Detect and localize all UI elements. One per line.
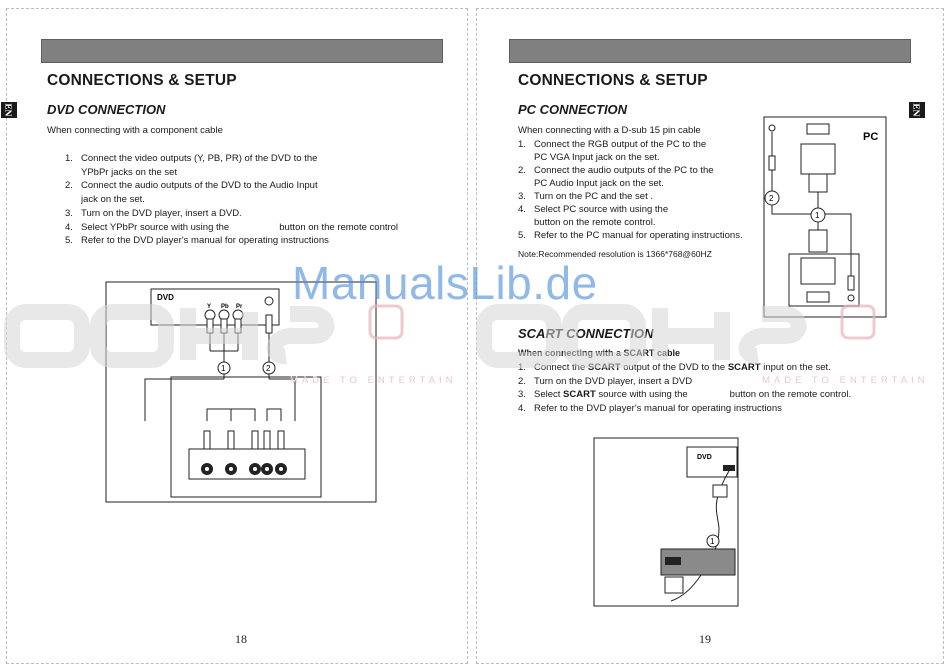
scart-intro-text: When connecting with a SCART cable xyxy=(518,348,681,358)
pc-section-subtitle: PC CONNECTION xyxy=(518,102,628,117)
list-item: 4. Select PC source with using the button on the remote control. xyxy=(518,204,669,228)
tv-scart-port-icon xyxy=(665,557,681,565)
header-bar xyxy=(509,39,911,63)
marker-2-label: 2 xyxy=(266,364,271,373)
manualslib-watermark: ManualsLib.de xyxy=(292,257,598,309)
pc-label: PC xyxy=(863,131,879,143)
vga-plug-neck xyxy=(809,174,827,192)
list-item: 1. Connect the SCART output of the DVD to the SCART input on the set. xyxy=(518,362,831,373)
list-item: 5. Refer to the DVD player's manual for operating instructions xyxy=(65,235,329,247)
odys-logo-left xyxy=(12,308,327,360)
pc-connection-diagram xyxy=(763,116,887,318)
list-item: 2. Connect the audio outputs of the PC to the PC Audio Input jack on the set. xyxy=(518,165,714,189)
vga-port-icon xyxy=(807,124,829,134)
jack-label-pr: Pr xyxy=(236,304,243,310)
odys-logo-watermark xyxy=(0,300,950,370)
steps-list xyxy=(65,152,425,248)
jack-label-pb: Pb xyxy=(221,304,229,310)
page-number: 18 xyxy=(235,632,247,646)
list-item: 3. Select SCART source with using the button on the remote control. xyxy=(518,389,852,401)
jack-label-y: Y xyxy=(207,304,212,310)
dvd-label: DVD xyxy=(697,454,712,461)
marker-2-label: 2 xyxy=(769,194,774,203)
scart-connection-diagram xyxy=(593,437,739,607)
list-item: 4. Select YPbPr source with using the button on the remote control xyxy=(65,221,399,233)
language-tab: EN xyxy=(1,102,17,118)
audio-plug-top xyxy=(769,156,775,170)
scart-plug-bottom xyxy=(665,577,683,593)
language-tab: EN xyxy=(909,102,925,118)
brand-tagline-left: MADE TO ENTERTAIN xyxy=(290,375,457,386)
page-title: CONNECTIONS & SETUP xyxy=(47,72,237,89)
odys-logo-right xyxy=(484,308,799,360)
audio-plug-bottom xyxy=(848,276,854,290)
pc-intro-text: When connecting with a D-sub 15 pin cable xyxy=(518,125,701,136)
list-item: 2. Connect the audio outputs of the DVD to the Audio Input jack on the set. xyxy=(65,180,318,206)
vga-plug-neck-bottom xyxy=(809,230,827,252)
dvd-label: DVD xyxy=(157,293,174,302)
marker-1-label: 1 xyxy=(710,537,715,546)
dvd-scart-port-icon xyxy=(723,465,735,471)
header-bar xyxy=(41,39,443,63)
scart-section-subtitle: SCART CONNECTION xyxy=(518,326,654,341)
list-item: 4. Refer to the DVD player's manual for operating instructions xyxy=(518,403,782,415)
page-number: 19 xyxy=(699,632,711,646)
section-subtitle: DVD CONNECTION xyxy=(47,102,166,117)
scart-plug-top xyxy=(713,485,727,497)
list-item: 3. Turn on the DVD player, insert a DVD. xyxy=(65,207,242,219)
list-item: 1. Connect the video outputs (Y, PB, PR) of the DVD to the YPbPr jacks on the set xyxy=(65,153,318,178)
odys-logo-mark-left xyxy=(370,306,402,338)
resolution-note: Note:Recommended resolution is 1366*768@60HZ xyxy=(518,249,712,259)
list-item: 2. Turn on the DVD player, insert a DVD xyxy=(518,375,693,387)
list-item: 5. Refer to the PC manual for operating instructions. xyxy=(518,230,743,241)
brand-tagline-right: MADE TO ENTERTAIN xyxy=(762,375,929,386)
vga-plug-bottom xyxy=(801,258,835,284)
pc-steps-list xyxy=(518,138,768,242)
page-title: CONNECTIONS & SETUP xyxy=(518,72,708,89)
intro-text: When connecting with a component cable xyxy=(47,125,223,136)
list-item: 3. Turn on the PC and the set . xyxy=(518,191,653,202)
dvd-device-panel xyxy=(687,447,737,477)
odys-logo-mark-right xyxy=(842,306,874,338)
marker-1-label: 1 xyxy=(815,211,820,220)
list-item: 1. Connect the RGB output of the PC to the PC VGA Input jack on the set. xyxy=(518,139,707,163)
marker-1-label: 1 xyxy=(221,364,226,373)
vga-plug-top xyxy=(801,144,835,174)
